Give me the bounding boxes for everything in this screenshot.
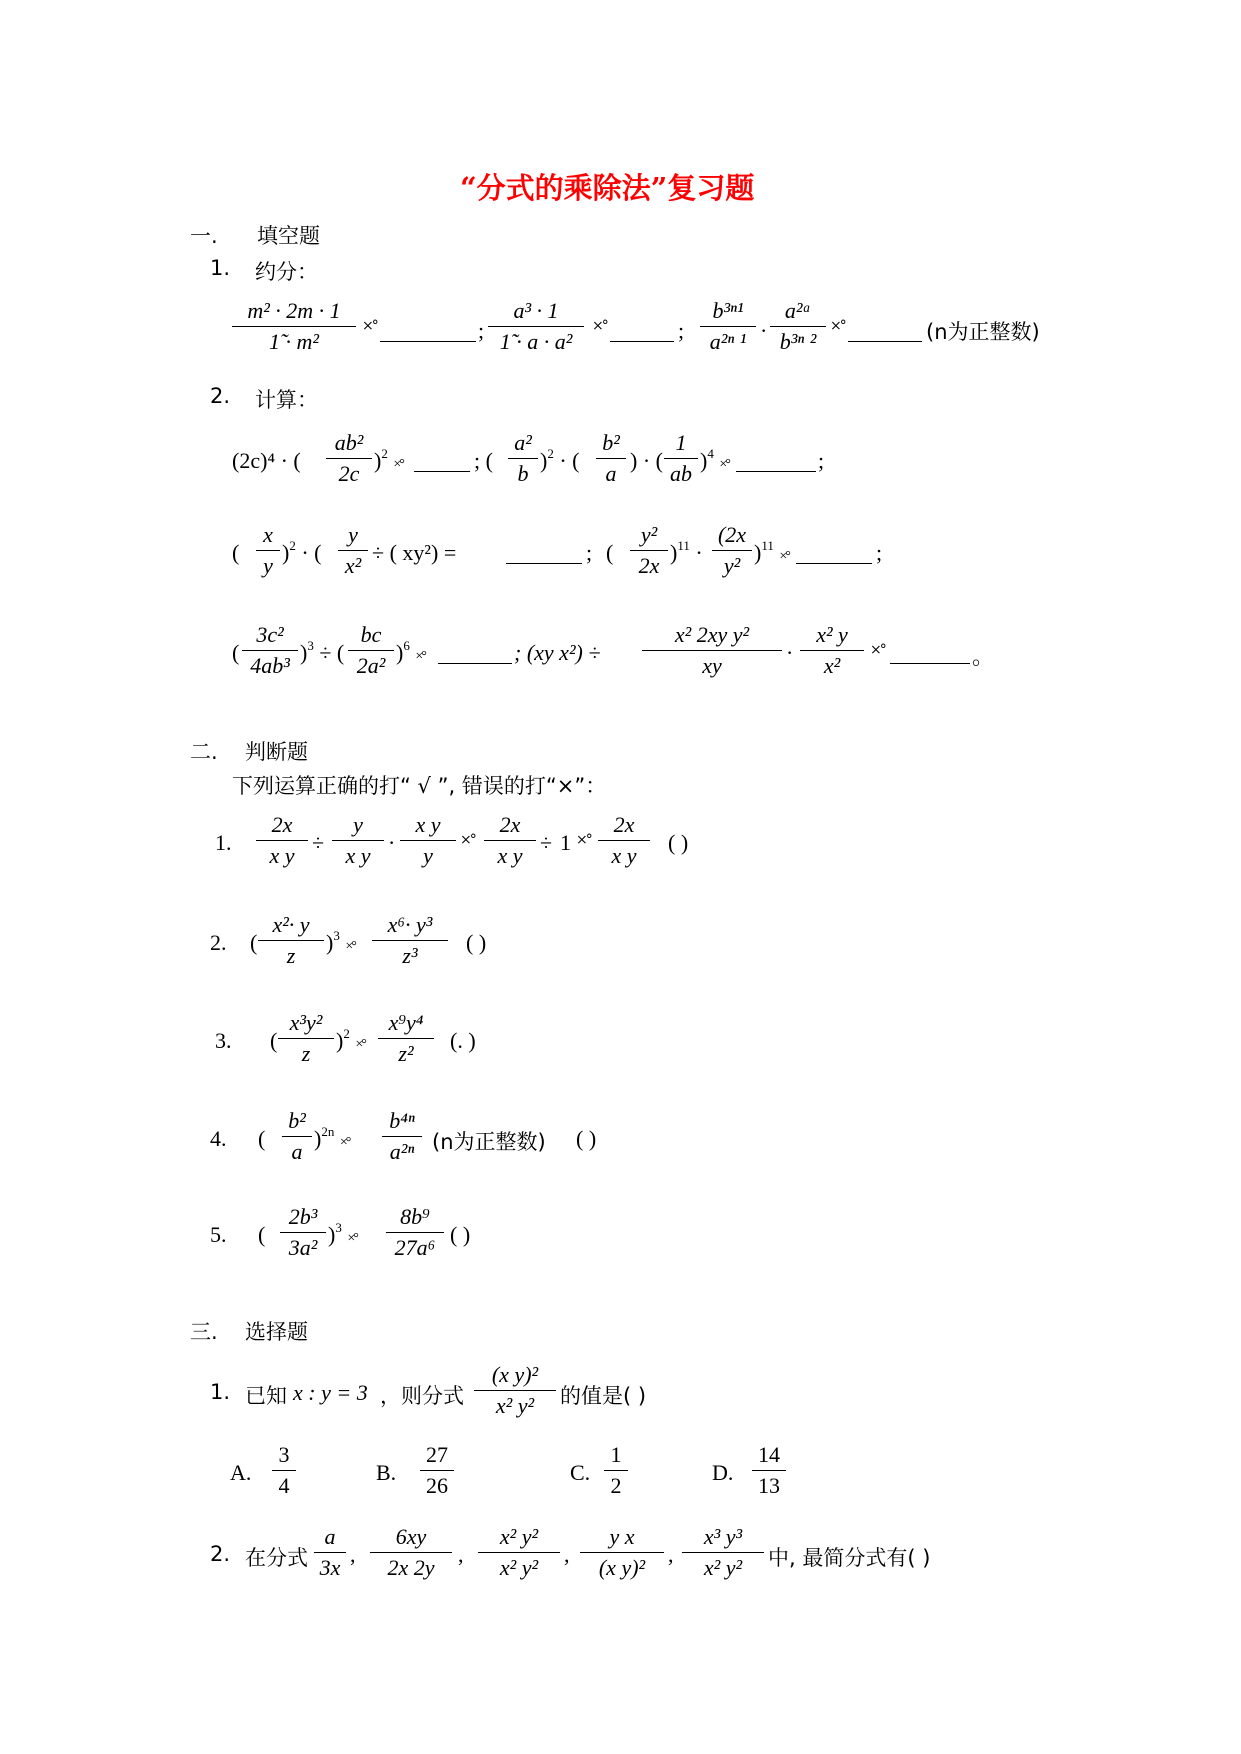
comma: , bbox=[458, 1542, 464, 1567]
comma: , bbox=[564, 1542, 570, 1567]
answer-blank[interactable] bbox=[506, 562, 582, 564]
separator: ; bbox=[876, 540, 883, 565]
tf-3-result bbox=[378, 1008, 434, 1069]
divide-sign: ÷ bbox=[312, 830, 325, 855]
denominator: a²ⁿ bbox=[389, 1139, 415, 1164]
tf-2-fraction bbox=[258, 910, 324, 971]
answer-paren[interactable]: ( ) bbox=[576, 1126, 597, 1151]
q2-r1-mid: )$^2$ ×° bbox=[374, 446, 403, 473]
separator: ; bbox=[678, 318, 685, 343]
choice-q2-lead: 在分式 bbox=[245, 1546, 308, 1570]
choice-q2-fraction-5 bbox=[682, 1522, 764, 1583]
choice-q1-mid: ，则分式 bbox=[380, 1384, 464, 1408]
operator: )$^{2n}$ ×° bbox=[314, 1124, 350, 1151]
operator: )$^6$ ×° bbox=[396, 638, 425, 665]
numerator: b² bbox=[282, 1106, 312, 1137]
answer-paren[interactable]: ( ) bbox=[450, 1222, 471, 1247]
choice-q1-lead: 已知 bbox=[245, 1384, 287, 1408]
denominator: y bbox=[423, 843, 433, 868]
q1-fraction-1 bbox=[232, 296, 356, 357]
q2-r3-mid: ; (xy x²) ÷ bbox=[514, 640, 601, 665]
denominator: 3x bbox=[319, 1555, 341, 1580]
numerator: b² bbox=[596, 428, 626, 459]
q2-r3-fraction-3 bbox=[642, 620, 782, 681]
tf-3-fraction bbox=[278, 1008, 334, 1069]
denominator: x y bbox=[269, 843, 295, 868]
answer-blank[interactable] bbox=[438, 662, 512, 664]
operator: ( bbox=[232, 640, 240, 665]
tf-4-fraction bbox=[282, 1106, 312, 1167]
denominator: 2x 2y bbox=[387, 1555, 435, 1580]
numerator: 8b⁹ bbox=[386, 1202, 444, 1233]
denominator: x² y² bbox=[703, 1555, 743, 1580]
tf-1-fraction-5 bbox=[598, 810, 650, 871]
q2-r1-fraction-2 bbox=[508, 428, 538, 489]
denominator: z bbox=[301, 1041, 311, 1066]
q1-label: 约分： bbox=[255, 260, 318, 284]
denominator: 2a² bbox=[356, 653, 386, 678]
page-title: “分式的乘除法”复习题 bbox=[460, 171, 755, 205]
section-2-instruction: 下列运算正确的打“ √ ”, 错误的打“×”： bbox=[232, 774, 607, 798]
q2-r2-fraction-1 bbox=[256, 520, 280, 581]
denominator: 2 bbox=[610, 1473, 622, 1498]
q2-r3-fraction-4 bbox=[800, 620, 864, 681]
answer-blank[interactable] bbox=[848, 340, 922, 342]
end-mark: 。 bbox=[972, 644, 995, 669]
answer-paren[interactable]: (. ) bbox=[450, 1028, 476, 1053]
comma: , bbox=[350, 1542, 356, 1567]
numerator: 1 bbox=[664, 428, 698, 459]
option-b-label[interactable]: B. bbox=[376, 1460, 397, 1485]
answer-blank[interactable] bbox=[414, 470, 470, 472]
operator: ( bbox=[232, 540, 240, 565]
q2-label: 计算： bbox=[255, 388, 318, 412]
numerator: 2b³ bbox=[280, 1202, 326, 1233]
equals-symbol: ×° bbox=[592, 318, 607, 334]
numerator: y bbox=[332, 810, 384, 841]
operator: ( bbox=[258, 1222, 266, 1247]
equals-symbol: ×° bbox=[870, 642, 885, 658]
multiply-dot: · bbox=[388, 830, 396, 855]
option-c-label[interactable]: C. bbox=[570, 1460, 591, 1485]
q1-fraction-3b bbox=[770, 296, 826, 357]
q1-f1-numerator: m² · 2m · 1 bbox=[232, 296, 356, 327]
denominator: a bbox=[291, 1139, 303, 1164]
operator: )$^{11}$ ×° bbox=[754, 538, 789, 565]
numerator: 2x bbox=[598, 810, 650, 841]
numerator: 3 bbox=[272, 1440, 296, 1471]
choice-q1-fraction bbox=[474, 1360, 556, 1421]
answer-blank[interactable] bbox=[890, 662, 970, 664]
tf-4-result bbox=[382, 1106, 422, 1167]
option-d-value[interactable] bbox=[752, 1440, 786, 1501]
answer-blank[interactable] bbox=[736, 470, 816, 472]
operator: )$^3$ ×° bbox=[326, 928, 355, 955]
numerator: 2x bbox=[484, 810, 536, 841]
multiply-dot: · bbox=[786, 640, 794, 665]
answer-blank[interactable] bbox=[610, 340, 674, 342]
numerator: (x y)² bbox=[474, 1360, 556, 1391]
equals-symbol: ×° bbox=[830, 318, 845, 334]
numerator: x y bbox=[400, 810, 456, 841]
operator: ( bbox=[606, 540, 614, 565]
numerator: a² bbox=[508, 428, 538, 459]
q1-note: (n为正整数) bbox=[926, 320, 1040, 344]
tf-1-fraction-2 bbox=[332, 810, 384, 871]
answer-blank[interactable] bbox=[380, 340, 476, 342]
equals-symbol: ×° bbox=[576, 832, 591, 848]
operator: ( bbox=[270, 1028, 278, 1053]
numerator: y bbox=[338, 520, 368, 551]
q2-r2-tail: ÷ ( xy²) = bbox=[372, 540, 457, 565]
choice-q2-fraction-1 bbox=[314, 1522, 346, 1583]
q2-r1-fraction-3 bbox=[596, 428, 626, 489]
tf-item-number: 4. bbox=[210, 1126, 227, 1151]
numerator: x²· y bbox=[258, 910, 324, 941]
q1-f3b-denominator: b³ⁿ ² bbox=[779, 329, 817, 354]
q2-r3-fraction-2 bbox=[348, 620, 394, 681]
q2-r2-fraction-3 bbox=[630, 520, 668, 581]
numerator: x⁶· y³ bbox=[372, 910, 448, 941]
equals-symbol: ×° bbox=[362, 318, 377, 334]
numerator: ab² bbox=[326, 428, 372, 459]
q1-f3a-denominator: a²ⁿ ¹ bbox=[709, 329, 747, 354]
denominator: 2c bbox=[338, 461, 360, 486]
denominator: x y bbox=[497, 843, 523, 868]
q2-r1-lead: (2c)⁴ · ( bbox=[232, 448, 301, 473]
tf-5-result bbox=[386, 1202, 444, 1263]
separator: ; bbox=[586, 540, 593, 565]
numerator: 27 bbox=[420, 1440, 454, 1471]
answer-blank[interactable] bbox=[796, 562, 872, 564]
option-c-value[interactable] bbox=[604, 1440, 628, 1501]
tf-4-note: (n为正整数) bbox=[432, 1130, 546, 1154]
choice-q1-number: 1. bbox=[210, 1380, 231, 1404]
denominator: y² bbox=[723, 553, 741, 578]
denominator: 2x bbox=[638, 553, 660, 578]
section-2-heading: 判断题 bbox=[245, 740, 308, 764]
numerator: 14 bbox=[752, 1440, 786, 1471]
q1-f1-denominator: 1̃ · m² bbox=[269, 329, 319, 354]
denominator: z² bbox=[398, 1041, 414, 1066]
numerator: x bbox=[256, 520, 280, 551]
denominator: 13 bbox=[758, 1473, 780, 1498]
option-a-label[interactable]: A. bbox=[230, 1460, 252, 1485]
numerator: bc bbox=[348, 620, 394, 651]
q2-r1-fraction-4 bbox=[664, 428, 698, 489]
section-3-heading: 选择题 bbox=[245, 1320, 308, 1344]
numerator: 6xy bbox=[370, 1522, 452, 1553]
tf-1-fraction-3 bbox=[400, 810, 456, 871]
operator: ) · ( bbox=[630, 448, 663, 473]
equals-symbol: ×° bbox=[460, 832, 475, 848]
denominator: a bbox=[605, 461, 617, 486]
numerator: x² 2xy y² bbox=[642, 620, 782, 651]
choice-q1-condition: x : y = 3 bbox=[293, 1380, 368, 1405]
divide-sign: ÷ bbox=[540, 830, 553, 855]
operator: )$^2$ · ( bbox=[540, 446, 580, 473]
operator: )$^4$ ×° bbox=[700, 446, 729, 473]
choice-q2-fraction-4 bbox=[580, 1522, 664, 1583]
tf-1-fraction-1 bbox=[256, 810, 308, 871]
numerator: y x bbox=[580, 1522, 664, 1553]
choice-q1-tail: 的值是( ) bbox=[560, 1384, 647, 1408]
comma: , bbox=[668, 1542, 674, 1567]
denominator: 27a⁶ bbox=[394, 1235, 436, 1260]
q1-f3a-numerator: b³ⁿ¹ bbox=[700, 296, 756, 327]
tf-2-result bbox=[372, 910, 448, 971]
denominator: x² y² bbox=[499, 1555, 539, 1580]
option-d-label[interactable]: D. bbox=[712, 1460, 734, 1485]
q2-r2-fraction-2 bbox=[338, 520, 368, 581]
choice-q2-number: 2. bbox=[210, 1542, 231, 1566]
tf-item-number: 1. bbox=[215, 830, 232, 855]
section-2-number: 二. bbox=[190, 740, 218, 764]
denominator: 26 bbox=[426, 1473, 448, 1498]
q2-number: 2. bbox=[210, 384, 231, 408]
denominator: 4 bbox=[278, 1473, 290, 1498]
q1-number: 1. bbox=[210, 256, 231, 280]
q1-f2-numerator: a³ · 1 bbox=[488, 296, 584, 327]
tf-item-number: 2. bbox=[210, 930, 227, 955]
numerator: x³ y³ bbox=[682, 1522, 764, 1553]
denominator: x² bbox=[823, 653, 841, 678]
numerator: x³y² bbox=[278, 1008, 334, 1039]
operator: ( bbox=[258, 1126, 266, 1151]
denominator: x² y² bbox=[495, 1393, 535, 1418]
q1-fraction-2 bbox=[488, 296, 584, 357]
q1-f3b-numerator: a²ᵃ bbox=[770, 296, 826, 327]
q2-r2-fraction-4 bbox=[712, 520, 752, 581]
numerator: 3c² bbox=[242, 620, 298, 651]
q2-r1b-lead: ; ( bbox=[474, 448, 493, 473]
numerator: (2x bbox=[712, 520, 752, 551]
numerator: a bbox=[314, 1522, 346, 1553]
denominator: xy bbox=[702, 653, 722, 678]
operator: )$^3$ ×° bbox=[328, 1220, 357, 1247]
multiply-dot: · bbox=[760, 318, 768, 343]
tf-1-fraction-4 bbox=[484, 810, 536, 871]
operator: ( bbox=[250, 930, 258, 955]
q1-fraction-3a bbox=[700, 296, 756, 357]
operator: )$^3$ ÷ ( bbox=[300, 638, 345, 665]
denominator: x y bbox=[611, 843, 637, 868]
denominator: 4ab³ bbox=[250, 653, 290, 678]
tf-5-fraction bbox=[280, 1202, 326, 1263]
answer-paren[interactable]: ( ) bbox=[466, 930, 487, 955]
numerator: 1 bbox=[604, 1440, 628, 1471]
tf-item-number: 5. bbox=[210, 1222, 227, 1247]
operator: )$^2$ ×° bbox=[336, 1026, 365, 1053]
answer-paren[interactable]: ( ) bbox=[668, 830, 689, 855]
q1-f2-denominator: 1̃ · a · a² bbox=[499, 329, 573, 354]
denominator: 3a² bbox=[288, 1235, 318, 1260]
denominator: x² bbox=[344, 553, 362, 578]
option-a-value[interactable] bbox=[272, 1440, 296, 1501]
denominator: b bbox=[517, 461, 529, 486]
choice-q2-fraction-3 bbox=[478, 1522, 560, 1583]
numerator: x⁹y⁴ bbox=[378, 1008, 434, 1039]
operator: )$^2$ · ( bbox=[282, 538, 322, 565]
tf-item-number: 3. bbox=[215, 1028, 232, 1053]
operator: )$^{11}$ · bbox=[670, 538, 703, 565]
choice-q2-tail: 中, 最简分式有( ) bbox=[768, 1546, 931, 1570]
numerator: x² y² bbox=[478, 1522, 560, 1553]
section-3-number: 三. bbox=[190, 1320, 218, 1344]
denominator: x y bbox=[345, 843, 371, 868]
tf-1-one: 1 bbox=[560, 830, 571, 855]
denominator: z³ bbox=[402, 943, 418, 968]
numerator: 2x bbox=[256, 810, 308, 841]
q2-r3-fraction-1 bbox=[242, 620, 298, 681]
separator: ; bbox=[818, 448, 825, 473]
numerator: x² y bbox=[800, 620, 864, 651]
section-1-number: 一. bbox=[190, 224, 218, 248]
option-b-value[interactable] bbox=[420, 1440, 454, 1501]
denominator: y bbox=[263, 553, 273, 578]
q2-r1-fraction-1 bbox=[326, 428, 372, 489]
section-1-heading: 填空题 bbox=[257, 224, 320, 248]
choice-q2-fraction-2 bbox=[370, 1522, 452, 1583]
denominator: z bbox=[286, 943, 296, 968]
numerator: b⁴ⁿ bbox=[382, 1106, 422, 1137]
denominator: ab bbox=[670, 461, 692, 486]
denominator: (x y)² bbox=[598, 1555, 646, 1580]
separator: ; bbox=[478, 318, 485, 343]
numerator: y² bbox=[630, 520, 668, 551]
